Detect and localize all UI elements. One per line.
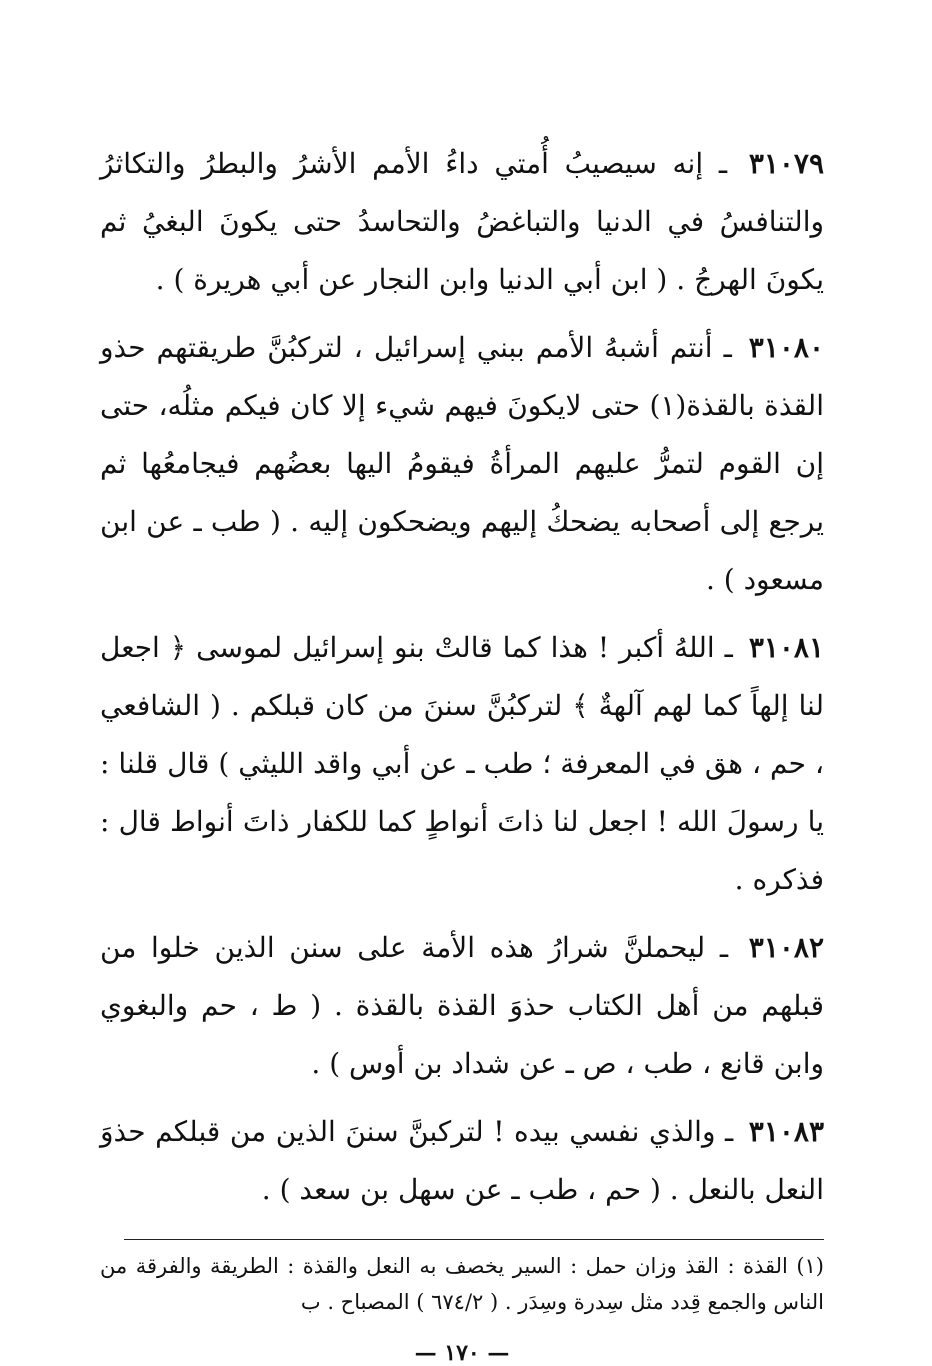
- footnote: (١) القذة : القذ وزان حمل : السير يخصف به النعل والقذة : الطريقة والفرقة من الناس والجمع قِدد مثل سِدرة وسِدَر . ( ٦٧٤/٢ ) المصباح . ب: [100, 1254, 824, 1314]
- hadith-source: ( طب ـ عن ابن مسعود ) .: [100, 505, 824, 596]
- hadith-31081: [100, 619, 824, 909]
- page-number: — ١٧٠ —: [414, 1340, 510, 1366]
- hadith-text: ليحملنَّ شرارُ هذه الأمة على سنن الذين خلوا من قبلهم من أهل الكتاب حذوَ القذة بالقذة .: [100, 931, 824, 1022]
- hadith-number: ٣١٠٨٢: [748, 931, 824, 964]
- hadith-source: ( حم ، طب ـ عن سهل بن سعد ) .: [261, 1173, 661, 1206]
- hadith-source: ( ابن أبي الدنيا وابن النجار عن أبي هريرة ) .: [155, 263, 668, 296]
- hadith-number: ٣١٠٨٣: [748, 1115, 824, 1148]
- hadith-text: أنتم أشبهُ الأمم ببني إسرائيل ، لتركبُنَّ طريقتهم حذو القذة بالقذة(١) حتى لايكونَ فيهم شيء إلا كان فيكم مثلُه، حتى إن القوم لتمرُّ عليهم المرأةُ فيقومُ اليها بعضُهم فيجامعُها ثم يرجع إلى أصحابه يضحكُ إليهم ويضحكون إليه .: [100, 331, 824, 538]
- hadith-source: ( الشافعي ، حم ، هق في المعرفة ؛ طب ـ عن أبي واقد الليثي ) قال قلنا : يا رسولَ الله ! اجعل لنا ذاتَ أنواطٍ كما للكفار ذاتَ أنواط قال : فذكره .: [100, 689, 824, 896]
- separator: ـ: [718, 147, 728, 180]
- hadith-31082: [100, 919, 824, 1093]
- hadith-31083: [100, 1103, 824, 1219]
- separator: ـ: [723, 331, 732, 364]
- hadith-31079: [100, 135, 824, 309]
- separator: ـ: [719, 931, 729, 964]
- separator: ـ: [725, 1115, 734, 1148]
- hadith-number: ٣١٠٧٩: [748, 147, 825, 180]
- hadith-number: ٣١٠٨٠: [748, 331, 824, 364]
- hadith-text: إنه سيصيبُ أُمتي داءُ الأمم الأشرُ والبطرُ والتكاثرُ والتنافسُ في الدنيا والتباغضُ والتحاسدُ حتى يكونَ البغيُ ثم يكونَ الهرجُ .: [100, 147, 824, 296]
- hadith-text: اللهُ أكبر ! هذا كما قالتْ بنو إسرائيل لموسى ﴿ اجعل لنا إلهاً كما لهم آلهةٌ ﴾ لتركبُنَّ سننَ من كان قبلكم .: [100, 631, 825, 722]
- footnote-divider: [124, 1239, 824, 1240]
- hadith-number: ٣١٠٨١: [748, 631, 825, 664]
- hadith-source: ( ط ، حم والبغوي وابن قانع ، طب ، ص ـ عن شداد بن أوس ) .: [100, 989, 824, 1080]
- hadith-31080: [100, 319, 824, 609]
- hadith-text: والذي نفسي بيده ! لتركبنَّ سننَ الذين من قبلكم حذوَ النعل بالنعل .: [100, 1115, 824, 1206]
- separator: ـ: [724, 631, 733, 664]
